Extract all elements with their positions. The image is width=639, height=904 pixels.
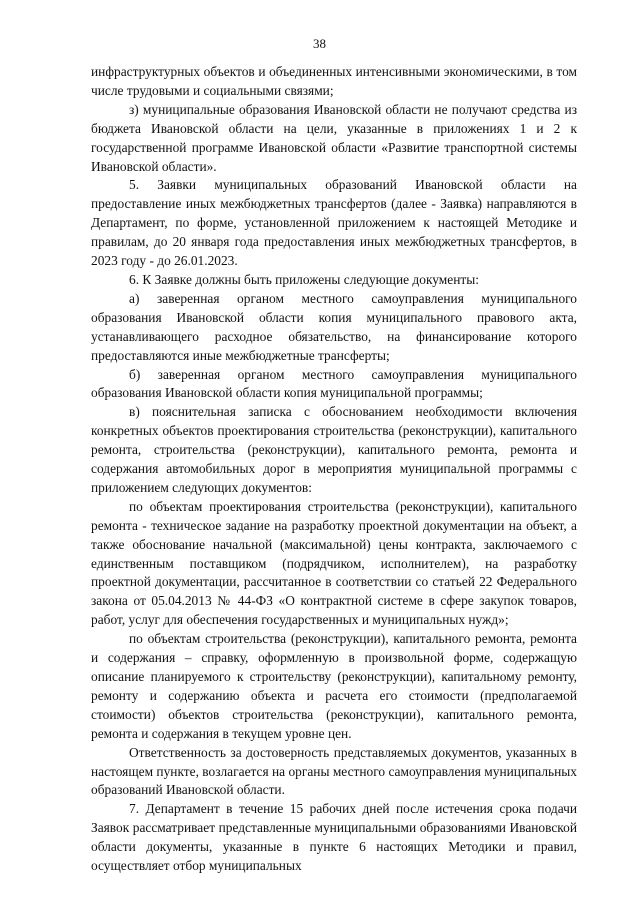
paragraph-construction-objects: по объектам строительства (реконструкции), капитального ремонта, ремонта и содержания – справку, оформленную в произвольной форме, содержащую описание планируемого к строительству (реконструкции), капитальному ремонту, ремонту и содержанию объекта и расчета его стоимости (предполагаемой стоимости) объектов строительства (реконструкции), капитального ремонта, ремонта и содержания в текущем уровне цен. <box>91 631 577 741</box>
page-number: 38 <box>313 36 326 51</box>
paragraph-clause-a: а) заверенная органом местного самоуправления муниципального образования Ивановской области копия муниципального правового акта, устанавливающего расходное обязательство, на финансирование которого предоставляются иные межбюджетные трансферты; <box>91 290 577 363</box>
paragraph-responsibility: Ответственность за достоверность представляемых документов, указанных в настоящем пункте, возлагается на органы местного самоуправления муниципальных образований Ивановской области. <box>91 744 577 798</box>
paragraph-continuation: инфраструктурных объектов и объединенных интенсивными экономическими, в том числе трудовыми и социальными связями; <box>91 64 577 98</box>
paragraph-clause-b: б) заверенная органом местного самоуправления муниципального образования Ивановской области копия муниципальной программы; <box>91 366 577 401</box>
paragraph-clause-v: в) пояснительная записка с обоснованием необходимости включения конкретных объектов проектирования строительства (реконструкции), капитального ремонта, строительства (реконструкции), капитального ремонта, ремонта и содержания автомобильных дорог в мероприятия муниципальной программы с приложением следующих документов: <box>91 404 577 495</box>
paragraph-item-5: 5. Заявки муниципальных образований Ивановской области на предоставление иных межбюджетных трансфертов (далее - Заявка) направляются в Департамент, по форме, установленной приложением к настоящей Методике и правилам, до 20 января года предоставления иных межбюджетных трансфертов, в 2023 году - до 26.01.2023. <box>91 177 577 269</box>
paragraph-item-7: 7. Департамент в течение 15 рабочих дней после истечения срока подачи Заявок рассматривает представленные муниципальными образованиями Ивановской области документы, указанные в пункте 6 настоящих Методики и правил, осуществляет отбор муниципальных <box>91 801 577 874</box>
paragraph-design-objects: по объектам проектирования строительства (реконструкции), капитального ремонта - техническое задание на разработку проектной документации на объект, а также обоснование начальной (максимальной) цены контракта, заключаемого с единственным поставщиком (подрядчиком, исполнителем), на разработку проектной документации, рассчитанное в соответствии со статьей 22 Федерального закона от 05.04.2013 № 44-ФЗ «О контрактной системе в сфере закупок товаров, работ, услуг для обеспечения государственных и муниципальных нужд»; <box>91 498 577 628</box>
paragraph-item-6: 6. К Заявке должны быть приложены следующие документы: <box>129 271 479 287</box>
document-body <box>91 63 577 876</box>
paragraph-clause-z: з) муниципальные образования Ивановской области не получают средства из бюджета Ивановской области на цели, указанные в приложениях 1 и 2 к государственной программе Ивановской области «Развитие транспортной системы Ивановской области». <box>91 101 577 174</box>
